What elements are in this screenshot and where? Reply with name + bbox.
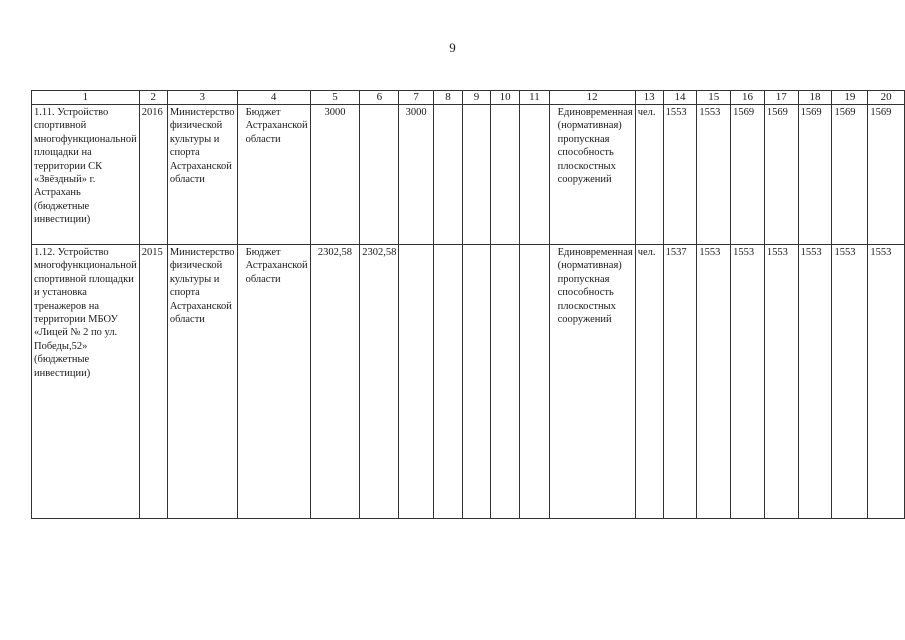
value-cell [463, 105, 491, 245]
value-cell: 3000 [399, 105, 433, 245]
value-cell: 1553 [764, 245, 798, 519]
value-cell: 1553 [798, 245, 832, 519]
header-cell: 11 [520, 91, 549, 105]
value-cell: 1553 [697, 105, 731, 245]
header-cell: 20 [868, 91, 905, 105]
value-cell [490, 105, 519, 245]
value-cell: 1553 [868, 245, 905, 519]
measure-name-cell: 1.11. Устройство спортивной многофункциональной площадки на территории СК «Звёздный» г. Астрахань (бюджетные инвестиции) [32, 105, 140, 245]
value-cell: 3000 [310, 105, 360, 245]
value-cell: 1537 [663, 245, 697, 519]
value-cell: 1553 [731, 245, 765, 519]
unit-cell: чел. [635, 105, 663, 245]
header-cell: 13 [635, 91, 663, 105]
value-cell: 1553 [697, 245, 731, 519]
value-cell: 1553 [663, 105, 697, 245]
year-cell: 2015 [139, 245, 167, 519]
header-cell: 2 [139, 91, 167, 105]
value-cell: 1569 [868, 105, 905, 245]
header-cell: 1 [32, 91, 140, 105]
indicator-cell: Единовременная (нормативная) пропускная способность плоскостных сооружений [549, 245, 635, 519]
value-cell: 1553 [832, 245, 868, 519]
header-cell: 9 [463, 91, 491, 105]
header-cell: 3 [167, 91, 237, 105]
value-cell [360, 105, 399, 245]
executor-cell: Министерство физической культуры и спорта Астраханской области [167, 105, 237, 245]
measure-name-cell: 1.12. Устройство многофункциональной спортивной площадки и установка тренажеров на территории МБОУ «Лицей № 2 по ул. Победы,52» (бюджетные инвестиции) [32, 245, 140, 519]
value-cell [520, 105, 549, 245]
indicator-table [31, 90, 905, 519]
value-cell: 1569 [764, 105, 798, 245]
header-cell: 7 [399, 91, 433, 105]
page-number: 9 [449, 40, 456, 55]
header-cell: 18 [798, 91, 832, 105]
value-cell: 1569 [798, 105, 832, 245]
value-cell: 2302,58 [310, 245, 360, 519]
table-row [32, 245, 905, 519]
header-cell: 14 [663, 91, 697, 105]
indicator-cell: Единовременная (нормативная) пропускная способность плоскостных сооружений [549, 105, 635, 245]
table-row [32, 105, 905, 245]
value-cell [433, 105, 462, 245]
header-cell: 4 [237, 91, 310, 105]
header-row [32, 91, 905, 105]
header-cell: 8 [433, 91, 462, 105]
year-cell: 2016 [139, 105, 167, 245]
header-cell: 19 [832, 91, 868, 105]
value-cell [433, 245, 462, 519]
executor-cell: Министерство физической культуры и спорта Астраханской области [167, 245, 237, 519]
value-cell: 1569 [731, 105, 765, 245]
value-cell [463, 245, 491, 519]
header-cell: 15 [697, 91, 731, 105]
unit-cell: чел. [635, 245, 663, 519]
value-cell [399, 245, 433, 519]
funding-source-cell: Бюджет Астраханской области [237, 105, 310, 245]
header-cell: 10 [490, 91, 519, 105]
header-cell: 16 [731, 91, 765, 105]
header-cell: 6 [360, 91, 399, 105]
funding-source-cell: Бюджет Астраханской области [237, 245, 310, 519]
value-cell: 1569 [832, 105, 868, 245]
value-cell [490, 245, 519, 519]
value-cell: 2302,58 [360, 245, 399, 519]
value-cell [520, 245, 549, 519]
header-cell: 5 [310, 91, 360, 105]
header-cell: 12 [549, 91, 635, 105]
header-cell: 17 [764, 91, 798, 105]
